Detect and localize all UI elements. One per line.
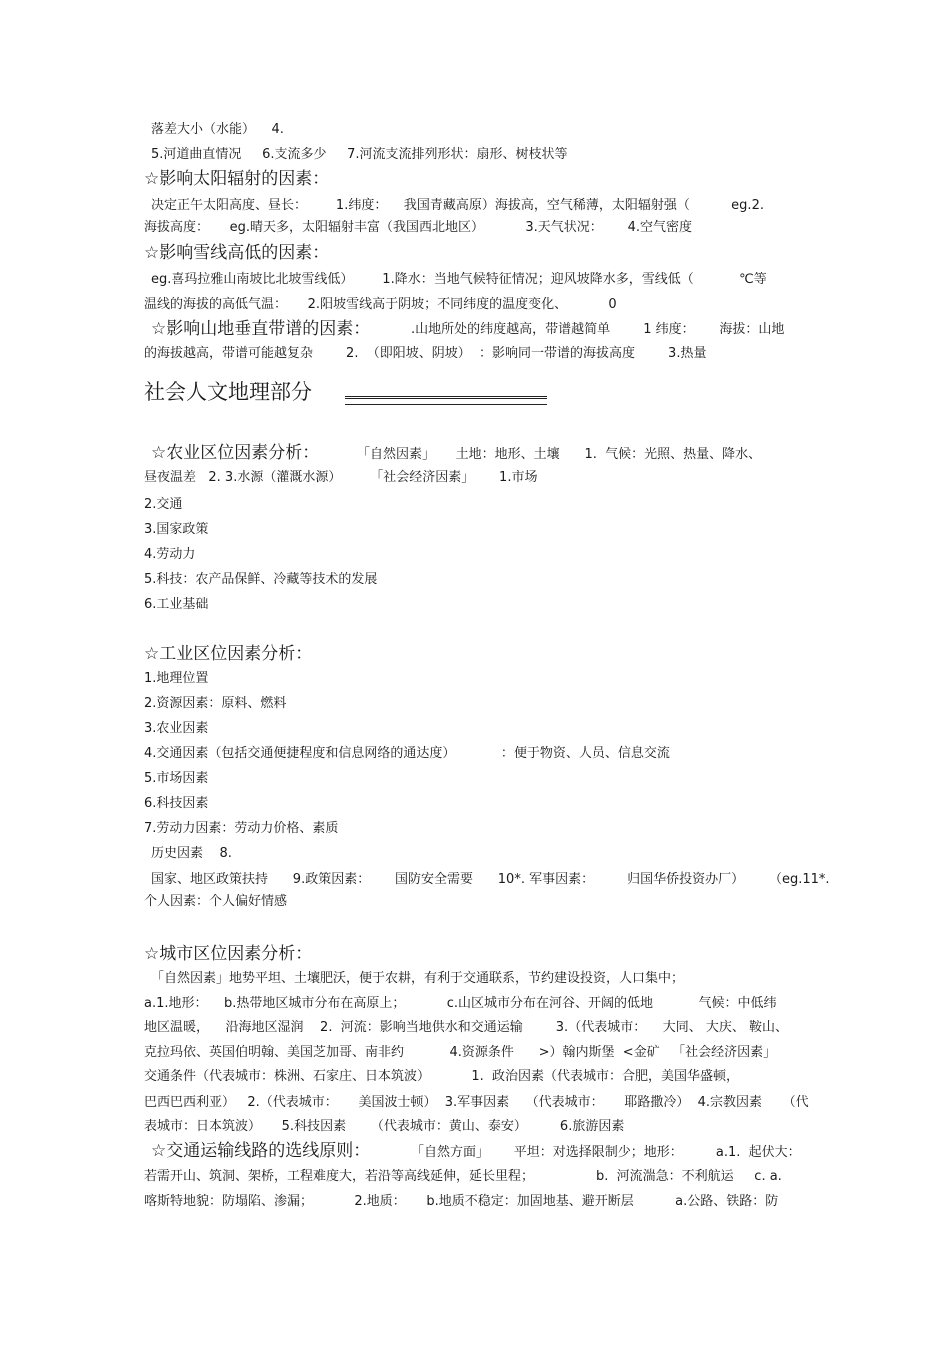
text-line: 喀斯特地貌：防塌陷、渗漏； 2.地质： b.地质不稳定：加固地基、避开断层 a.公路、铁路：防 — [144, 1194, 779, 1209]
text-line: 的海拔越高，带谱可能越复杂 2. （即阳坡、阴坡） ：影响同一带谱的海拔高度 3.热量 — [144, 346, 707, 361]
text-line: 若需开山、筑洞、架桥，工程难度大，若沿等高线延伸，延长里程； b. 河流湍急：不利航运 c. a. — [144, 1169, 782, 1184]
list-item: 6.科技因素 — [144, 796, 209, 811]
list-item: 5.科技：农产品保鲜、冷藏等技术的发展 — [144, 572, 378, 587]
list-item: 2.交通 — [144, 497, 183, 512]
text-line: 个人因素：个人偏好情感 — [144, 894, 288, 909]
text-line: 交通条件（代表城市：株洲、石家庄、日本筑波） 1. 政治因素（代表城市：合肥，美国华盛顿， — [144, 1069, 739, 1084]
text-line: 「自然因素」地势平坦、土壤肥沃，便于农耕，有利于交通联系，节约建设投资，人口集中； — [151, 971, 685, 986]
section-heading: ☆影响雪线高低的因素： — [144, 243, 330, 263]
list-item: 3.农业因素 — [144, 721, 209, 736]
text-line: .山地所处的纬度越高，带谱越简单 1 纬度： 海拔：山地 — [411, 322, 785, 337]
text-line: 海拔高度： eg.晴天多，太阳辐射丰富（我国西北地区） 3.天气状况： 4.空气密度 — [144, 220, 692, 235]
list-item: 2.资源因素：原料、燃料 — [144, 696, 287, 711]
part-title: 社会人文地理部分 — [144, 380, 312, 404]
text-line: 历史因素 8. — [151, 846, 232, 861]
list-item: 6.工业基础 — [144, 597, 209, 612]
text-line: 表城市：日本筑波） 5.科技因素 （代表城市：黄山、泰安） 6.旅游因素 — [144, 1119, 625, 1134]
text-line: 克拉玛依、英国伯明翰、美国芝加哥、南非约 4.资源条件 >）翰内斯堡 <金矿 「社会经济因素」 — [144, 1045, 777, 1060]
text-line: 地区温暖， 沿海地区湿润 2. 河流：影响当地供水和交通运输 3.（代表城市： 大同、 大庆、 鞍山、 — [144, 1020, 788, 1035]
text-line: 落差大小（水能） 4. — [151, 122, 284, 137]
title-underline — [345, 396, 547, 405]
text-line: 昼夜温差 2. 3.水源（灌溉水源） 「社会经济因素」 1.市场 — [144, 470, 538, 485]
list-item: 4.劳动力 — [144, 547, 196, 562]
text-line: eg.喜玛拉雅山南坡比北坡雪线低） 1.降水：当地气候特征情况；迎风坡降水多，雪线低（ ℃等 — [151, 272, 767, 287]
list-item: 4.交通因素（包括交通便捷程度和信息网络的通达度） ：便于物资、人员、信息交流 — [144, 746, 670, 761]
text-line: 决定正午太阳高度、昼长： 1.纬度： 我国青藏高原）海拔高，空气稀薄，太阳辐射强（ eg.2. — [151, 198, 764, 213]
text-line: 国家、地区政策扶持 9.政策因素： 国防安全需要 10*. 军事因素： 归国华侨投资办厂） （eg.11*. — [151, 872, 830, 887]
section-heading: ☆交通运输线路的选线原则： — [151, 1141, 371, 1161]
list-item: 1.地理位置 — [144, 671, 209, 686]
section-heading: ☆影响太阳辐射的因素： — [144, 169, 330, 189]
list-item: 3.国家政策 — [144, 522, 209, 537]
section-heading: ☆城市区位因素分析： — [144, 944, 313, 964]
section-heading: ☆影响山地垂直带谱的因素： — [151, 319, 371, 339]
text-line: 温线的海拔的高低气温： 2.阳坡雪线高于阴坡；不同纬度的温度变化、 0 — [144, 297, 617, 312]
text-line: 「自然方面」 平坦：对选择限制少；地形： a.1. 起伏大： — [411, 1145, 801, 1160]
list-item: 7.劳动力因素：劳动力价格、素质 — [144, 821, 339, 836]
text-line: 巴西巴西利亚） 2.（代表城市： 美国波士顿） 3.军事因素 （代表城市： 耶路撒冷） 4.宗教因素 （代 — [144, 1095, 809, 1110]
text-line: a.1.地形： b.热带地区城市分布在高原上； c.山区城市分布在河谷、开阔的低地 气候：中低纬 — [144, 996, 777, 1011]
section-heading: ☆农业区位因素分析： — [151, 443, 320, 463]
list-item: 5.市场因素 — [144, 771, 209, 786]
section-heading: ☆工业区位因素分析： — [144, 644, 313, 664]
text-line: 「自然因素」 土地：地形、土壤 1. 气候：光照、热量、降水、 — [357, 447, 762, 462]
text-line: 5.河道曲直情况 6.支流多少 7.河流支流排列形状：扇形、树枝状等 — [151, 147, 568, 162]
